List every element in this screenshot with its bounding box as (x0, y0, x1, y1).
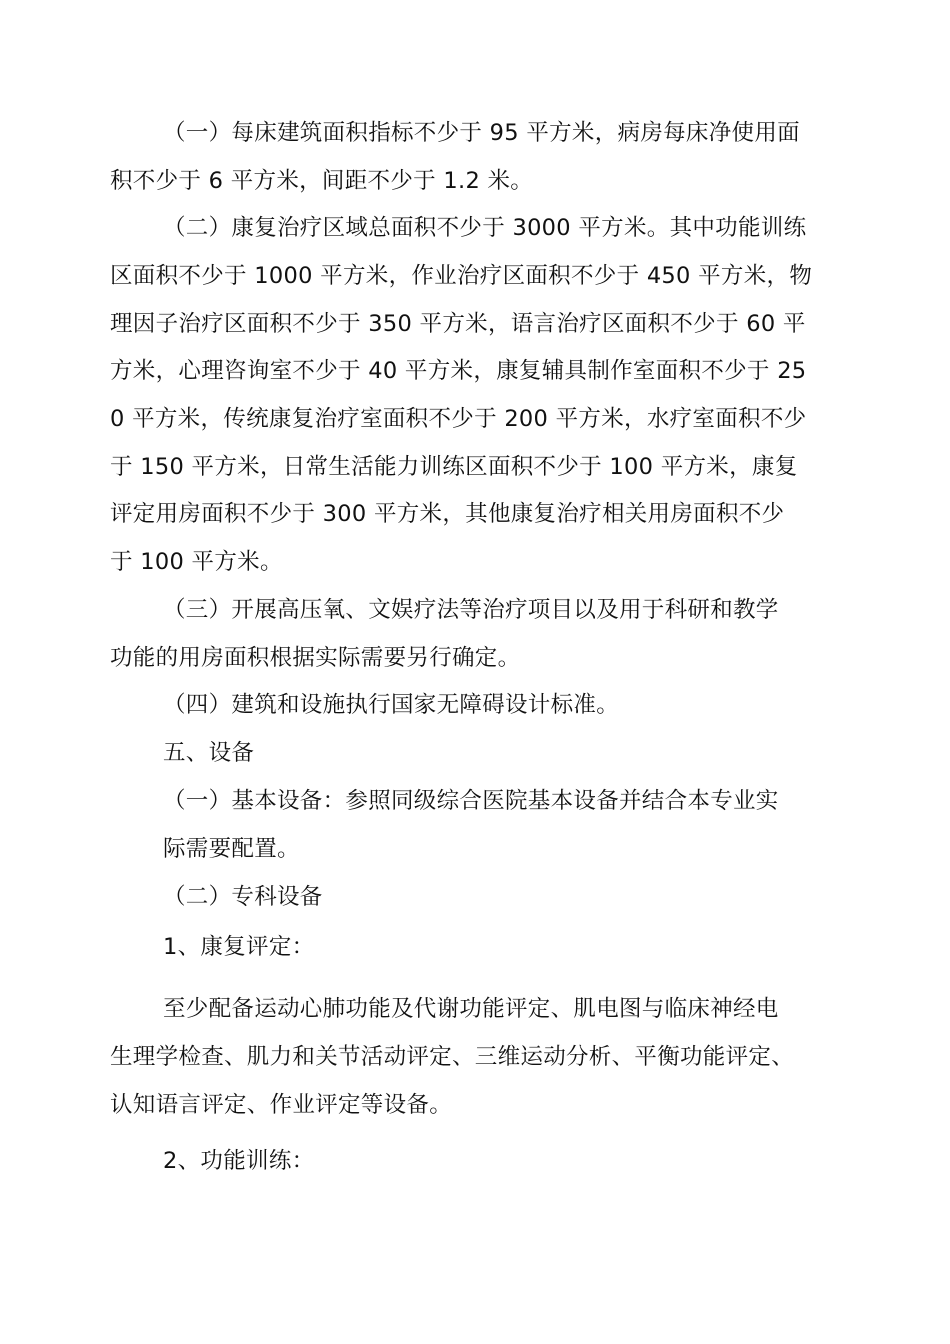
paragraph-line: 际需要配置。 (163, 836, 300, 862)
paragraph-line: （二）康复治疗区域总面积不少于 3000 平方米。其中功能训练 (163, 215, 807, 241)
section-heading: 五、设备 (163, 740, 255, 766)
paragraph-line: 至少配备运动心肺功能及代谢功能评定、肌电图与临床神经电 (163, 996, 779, 1022)
paragraph-line: （一）每床建筑面积指标不少于 95 平方米，病房每床净使用面 (163, 120, 800, 146)
paragraph-line: 于 150 平方米，日常生活能力训练区面积不少于 100 平方米，康复 (110, 454, 798, 480)
paragraph-line: 生理学检查、肌力和关节活动评定、三维运动分析、平衡功能评定、 (110, 1044, 795, 1070)
paragraph-line: （四）建筑和设施执行国家无障碍设计标准。 (163, 692, 620, 718)
paragraph-line: 理因子治疗区面积不少于 350 平方米，语言治疗区面积不少于 60 平 (110, 311, 806, 337)
paragraph-line: （二）专科设备 (163, 884, 323, 910)
paragraph-line: （一）基本设备：参照同级综合医院基本设备并结合本专业实 (163, 788, 779, 814)
paragraph-line: 认知语言评定、作业评定等设备。 (110, 1092, 453, 1118)
subheading: 2、功能训练： (163, 1148, 315, 1174)
paragraph-line: 积不少于 6 平方米，间距不少于 1.2 米。 (110, 168, 534, 194)
paragraph-line: 区面积不少于 1000 平方米，作业治疗区面积不少于 450 平方米，物 (110, 263, 813, 289)
paragraph-line: 功能的用房面积根据实际需要另行确定。 (110, 645, 521, 671)
paragraph-line: 评定用房面积不少于 300 平方米，其他康复治疗相关用房面积不少 (110, 501, 785, 527)
paragraph-line: 方米，心理咨询室不少于 40 平方米，康复辅具制作室面积不少于 25 (110, 358, 807, 384)
subheading: 1、康复评定： (163, 934, 315, 960)
paragraph-line: 0 平方米，传统康复治疗室面积不少于 200 平方米，水疗室面积不少 (110, 406, 807, 432)
paragraph-line: （三）开展高压氧、文娱疗法等治疗项目以及用于科研和教学 (163, 597, 779, 623)
paragraph-line: 于 100 平方米。 (110, 549, 283, 575)
